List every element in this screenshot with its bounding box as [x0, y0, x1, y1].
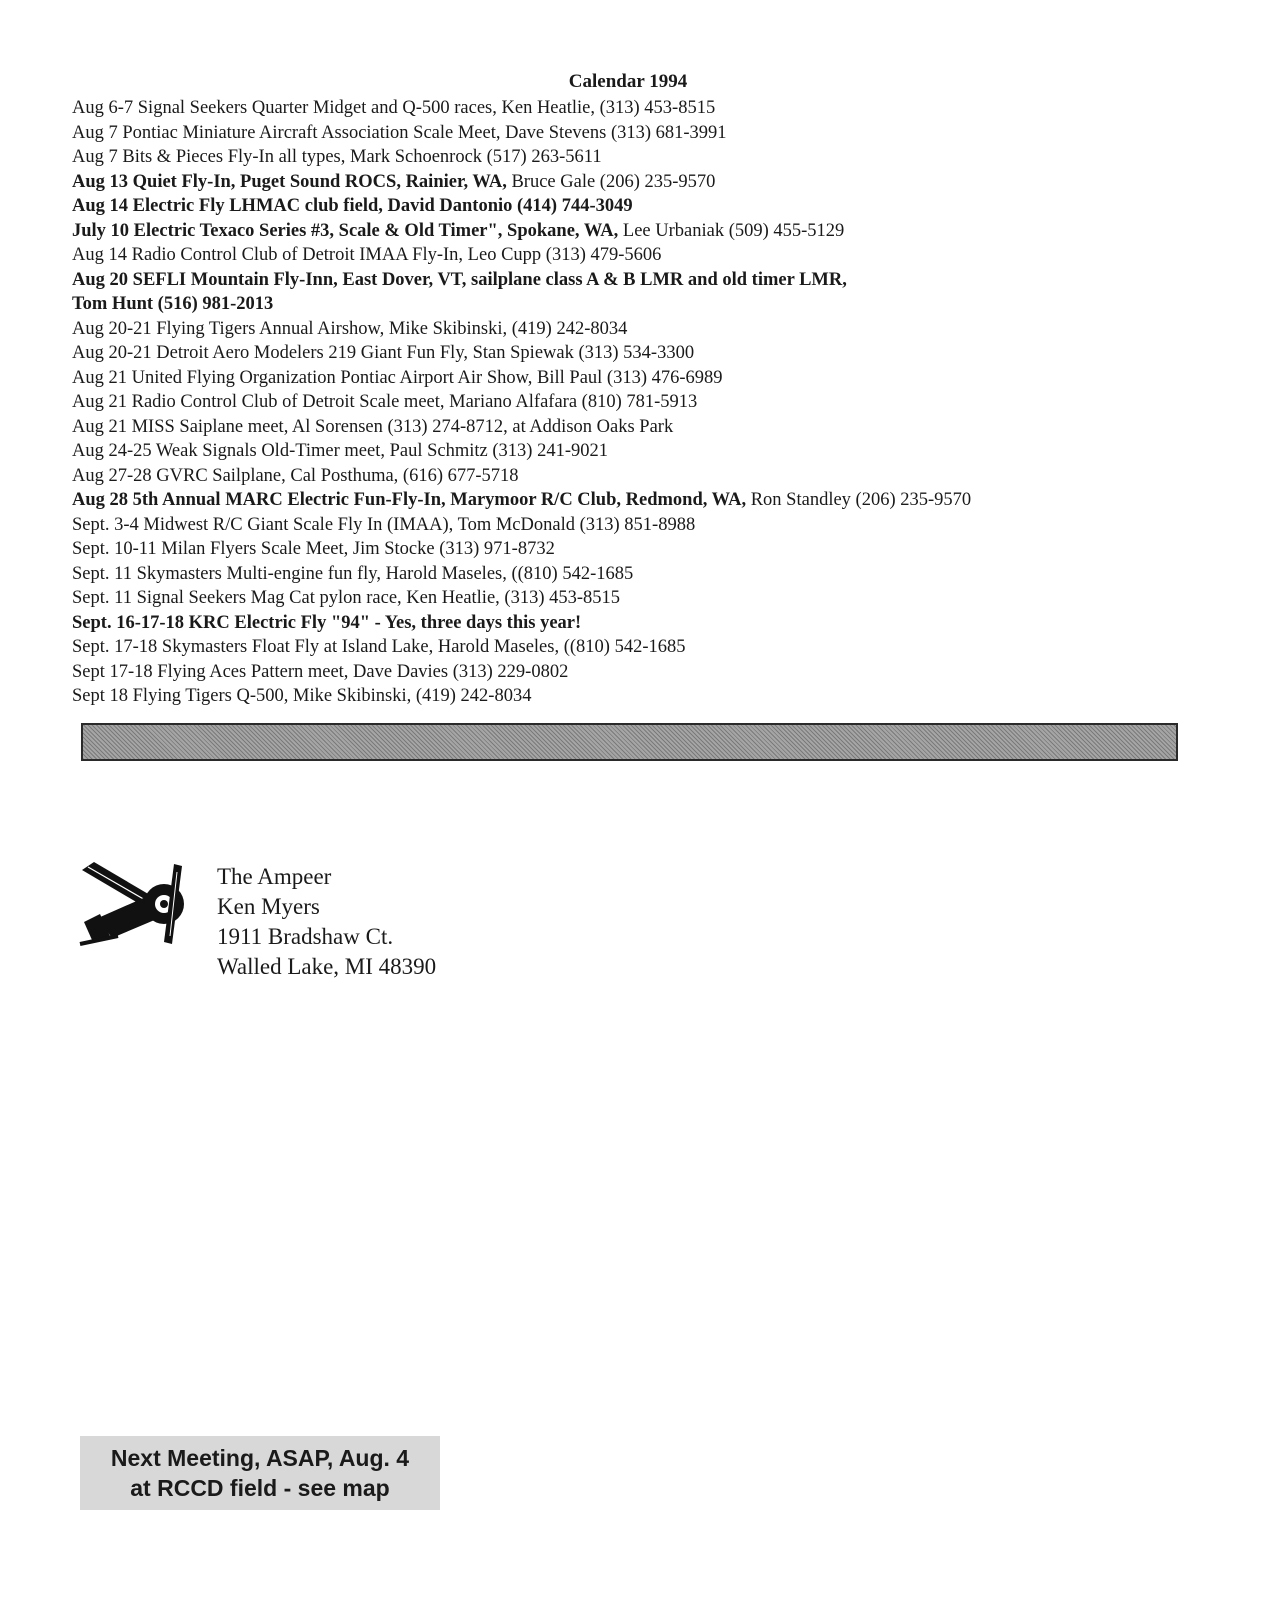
calendar-entry-bold: Aug 20 SEFLI Mountain Fly-Inn, East Dover, VT, sailplane class A & B LMR and old timer LMR, — [72, 269, 847, 290]
address-line: 1911 Bradshaw Ct. — [217, 924, 394, 949]
calendar-entry — [72, 513, 1202, 538]
calendar-entry — [72, 611, 1202, 636]
calendar-entry — [72, 292, 1202, 317]
calendar-entry — [72, 194, 1202, 219]
calendar-entry-text: Aug 21 Radio Control Club of Detroit Scale meet, Mariano Alfafara (810) 781-5913 — [72, 392, 698, 412]
address-line: Walled Lake, MI 48390 — [217, 954, 437, 979]
calendar-entry-text: Aug 21 MISS Saiplane meet, Al Sorensen (313) 274-8712, at Addison Oaks Park — [72, 416, 674, 437]
address-line: Ken Myers — [217, 894, 320, 919]
calendar-entry — [72, 586, 1202, 611]
calendar-entry-text: Aug 24-25 Weak Signals Old-Timer meet, Paul Schmitz (313) 241-9021 — [72, 441, 608, 461]
calendar-entry-bold: Sept. 16-17-18 KRC Electric Fly "94" - Yes, three days this year! — [72, 612, 582, 633]
calendar-entry — [72, 390, 1202, 415]
calendar-entry-text: Sept. 3-4 Midwest R/C Giant Scale Fly In (IMAA), Tom McDonald (313) 851-8988 — [72, 514, 696, 535]
calendar-entry-text: Sept. 11 Signal Seekers Mag Cat pylon race, Ken Heatlie, (313) 453-8515 — [72, 588, 621, 608]
calendar-entry — [72, 317, 1202, 342]
calendar-entry — [72, 488, 1202, 513]
calendar-entry — [72, 243, 1202, 268]
calendar-entry-text: Aug 7 Bits & Pieces Fly-In all types, Mark Schoenrock (517) 263-5611 — [72, 147, 602, 167]
calendar-entry — [72, 439, 1202, 464]
calendar-entry-bold: Tom Hunt (516) 981-2013 — [72, 294, 274, 314]
calendar-entry-text: Sept 18 Flying Tigers Q-500, Mike Skibinski, (419) 242-8034 — [72, 686, 532, 706]
calendar-entry — [72, 96, 1202, 121]
calendar-entry-bold: Aug 13 Quiet Fly-In, Puget Sound ROCS, Rainier, WA, — [72, 171, 507, 192]
calendar-entry-text: Aug 21 United Flying Organization Pontiac Airport Air Show, Bill Paul (313) 476-6989 — [72, 367, 723, 388]
calendar-entry — [72, 145, 1202, 170]
calendar-entry-text: Aug 6-7 Signal Seekers Quarter Midget and Q-500 races, Ken Heatlie, (313) 453-8515 — [72, 98, 716, 118]
calendar-entry — [72, 562, 1202, 587]
calendar-entry — [72, 341, 1202, 366]
calendar-entry-text: Sept. 11 Skymasters Multi-engine fun fly, Harold Maseles, ((810) 542-1685 — [72, 563, 634, 584]
calendar-entry — [72, 660, 1202, 685]
calendar-entry-text: Bruce Gale (206) 235-9570 — [506, 171, 716, 192]
address-line: The Ampeer — [217, 864, 332, 889]
calendar-entry-text: Sept. 10-11 Milan Flyers Scale Meet, Jim Stocke (313) 971-8732 — [72, 539, 555, 559]
airplane-icon — [78, 858, 193, 950]
meeting-line: at RCCD field - see map — [130, 1475, 390, 1501]
calendar-entry-bold: Aug 28 5th Annual MARC Electric Fun-Fly-In, Marymoor R/C Club, Redmond, WA, — [72, 490, 747, 510]
calendar-entry — [72, 464, 1202, 489]
calendar-entry — [72, 170, 1202, 195]
calendar-list — [72, 96, 1202, 709]
calendar-entry — [72, 415, 1202, 440]
calendar-entry-text: Aug 14 Radio Control Club of Detroit IMAA Fly-In, Leo Cupp (313) 479-5606 — [72, 245, 662, 265]
calendar-entry — [72, 635, 1202, 660]
calendar-entry-text: Aug 7 Pontiac Miniature Aircraft Association Scale Meet, Dave Stevens (313) 681-3991 — [72, 122, 727, 143]
next-meeting-box — [80, 1436, 440, 1510]
calendar-entry-bold: July 10 Electric Texaco Series #3, Scale & Old Timer", Spokane, WA, — [72, 220, 619, 241]
calendar-entry-text: Sept. 17-18 Skymasters Float Fly at Island Lake, Harold Maseles, ((810) 542-1685 — [72, 637, 686, 657]
calendar-entry-bold: Aug 14 Electric Fly LHMAC club field, David Dantonio (414) 744-3049 — [72, 196, 633, 216]
mailing-address — [217, 862, 436, 982]
calendar-entry — [72, 537, 1202, 562]
calendar-entry-text: Aug 20-21 Flying Tigers Annual Airshow, Mike Skibinski, (419) 242-8034 — [72, 318, 628, 339]
calendar-entry-text: Aug 27-28 GVRC Sailplane, Cal Posthuma, (616) 677-5718 — [72, 465, 519, 486]
calendar-entry-text: Aug 20-21 Detroit Aero Modelers 219 Giant Fun Fly, Stan Spiewak (313) 534-3300 — [72, 343, 695, 363]
calendar-entry — [72, 366, 1202, 391]
calendar-entry-text: Sept 17-18 Flying Aces Pattern meet, Dave Davies (313) 229-0802 — [72, 661, 569, 682]
calendar-entry-text: Ron Standley (206) 235-9570 — [746, 490, 972, 510]
calendar-entry — [72, 684, 1202, 709]
calendar-entry — [72, 121, 1202, 146]
calendar-entry — [72, 268, 1202, 293]
calendar-title: Calendar 1994 — [568, 71, 688, 92]
calendar-entry — [72, 219, 1202, 244]
calendar-entry-text: Lee Urbaniak (509) 455-5129 — [618, 220, 845, 241]
meeting-line: Next Meeting, ASAP, Aug. 4 — [110, 1445, 410, 1471]
divider-bar — [81, 723, 1178, 761]
